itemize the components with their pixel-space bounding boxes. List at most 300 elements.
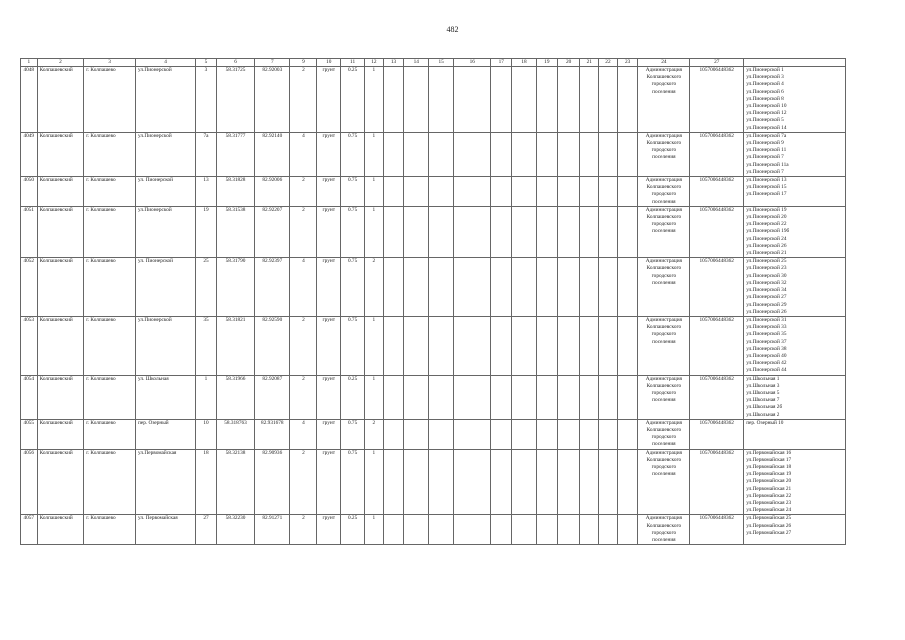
address-line: ул.Пионерской 14 bbox=[746, 124, 787, 131]
house-cell: 18 bbox=[196, 449, 217, 515]
ogrn-cell: 1057006448362 bbox=[690, 177, 744, 207]
district-cell: Колпашевский bbox=[37, 515, 84, 545]
empty-cell bbox=[599, 419, 618, 449]
empty-cell bbox=[429, 316, 454, 375]
surface-cell: грунт bbox=[317, 132, 341, 176]
empty-cell bbox=[599, 316, 618, 375]
owner-line: Колпашевского bbox=[646, 426, 682, 433]
empty-cell bbox=[512, 449, 537, 515]
address-line: ул.Пионерской 3 bbox=[746, 74, 784, 81]
served-addresses-cell bbox=[744, 449, 846, 515]
city-cell: г. Колпашево bbox=[84, 258, 136, 317]
address-line: ул.Пионерской 8 bbox=[746, 95, 784, 102]
house-cell: 35 bbox=[196, 316, 217, 375]
empty-cell bbox=[580, 67, 599, 133]
empty-cell bbox=[557, 419, 580, 449]
address-line: ул.Первомайская 21 bbox=[746, 485, 792, 492]
empty-cell bbox=[580, 206, 599, 257]
empty-cell bbox=[454, 449, 491, 515]
column-number: 20 bbox=[557, 59, 580, 67]
address-line: ул.Первомайская 25 bbox=[746, 515, 792, 522]
address-line: ул.Школьная 3 bbox=[746, 382, 780, 389]
empty-cell bbox=[383, 206, 404, 257]
longitude-cell: 82.90936 bbox=[255, 449, 290, 515]
address-line: ул.Первомайская 23 bbox=[746, 499, 792, 506]
owner-line: поселения bbox=[652, 88, 676, 95]
empty-cell bbox=[404, 132, 429, 176]
surface-cell: грунт bbox=[317, 316, 341, 375]
owner-line: Колпашевского bbox=[646, 140, 682, 147]
house-cell: 25 bbox=[196, 258, 217, 317]
empty-cell bbox=[557, 177, 580, 207]
surface-cell: грунт bbox=[317, 206, 341, 257]
empty-cell bbox=[536, 515, 557, 545]
capacity-cell: 4 bbox=[290, 419, 317, 449]
empty-cell bbox=[491, 177, 512, 207]
empty-cell bbox=[599, 67, 618, 133]
owner-line: Колпашевского bbox=[646, 265, 682, 272]
longitude-cell: 82.91271 bbox=[255, 515, 290, 545]
empty-cell bbox=[617, 132, 638, 176]
empty-cell bbox=[557, 375, 580, 419]
longitude-cell: 82.92003 bbox=[255, 67, 290, 133]
empty-cell bbox=[383, 449, 404, 515]
address-line: ул.Первомайская 22 bbox=[746, 492, 792, 499]
column-number: 10 bbox=[317, 59, 341, 67]
empty-cell bbox=[429, 419, 454, 449]
capacity-cell: 2 bbox=[290, 177, 317, 207]
address-line: ул.Пионерской 9 bbox=[746, 140, 784, 147]
container-count-cell: 2 bbox=[365, 258, 384, 317]
address-line: ул.Пионерской 5 bbox=[746, 117, 784, 124]
column-number: 3 bbox=[84, 59, 136, 67]
empty-cell bbox=[580, 316, 599, 375]
address-line: ул.Школьная 2 bbox=[746, 411, 780, 418]
owner-cell bbox=[638, 316, 690, 375]
owner-line: поселения bbox=[652, 471, 676, 478]
empty-cell bbox=[617, 375, 638, 419]
area-cell: 0.25 bbox=[341, 515, 365, 545]
empty-cell bbox=[491, 258, 512, 317]
column-number: 12 bbox=[365, 59, 384, 67]
owner-line: городского bbox=[651, 147, 677, 154]
empty-cell bbox=[404, 206, 429, 257]
empty-cell bbox=[557, 132, 580, 176]
served-addresses-cell bbox=[744, 177, 846, 207]
row-number: 4056 bbox=[21, 449, 38, 515]
latitude-cell: 58.32138 bbox=[216, 449, 254, 515]
served-addresses-cell bbox=[744, 206, 846, 257]
city-cell: г. Колпашево bbox=[84, 206, 136, 257]
empty-cell bbox=[429, 515, 454, 545]
address-line: ул.Пионерской 11 bbox=[746, 147, 787, 154]
empty-cell bbox=[454, 375, 491, 419]
area-cell: 0.25 bbox=[341, 375, 365, 419]
served-addresses-cell bbox=[744, 419, 846, 449]
capacity-cell: 2 bbox=[290, 67, 317, 133]
area-cell: 0.75 bbox=[341, 258, 365, 317]
address-line: ул.Первомайская 17 bbox=[746, 456, 792, 463]
empty-cell bbox=[512, 419, 537, 449]
empty-cell bbox=[557, 515, 580, 545]
empty-cell bbox=[429, 449, 454, 515]
city-cell: г. Колпашево bbox=[84, 419, 136, 449]
address-line: ул.Пионерской 44 bbox=[746, 367, 787, 374]
ogrn-cell: 1057006448362 bbox=[690, 419, 744, 449]
address-line: ул.Пионерской 38 bbox=[746, 345, 787, 352]
empty-cell bbox=[491, 316, 512, 375]
empty-cell bbox=[580, 177, 599, 207]
address-line: ул.Пионерской 40 bbox=[746, 352, 787, 359]
owner-line: Администрация bbox=[645, 177, 682, 184]
empty-cell bbox=[536, 206, 557, 257]
table-row bbox=[21, 258, 846, 317]
empty-cell bbox=[617, 206, 638, 257]
ogrn-cell: 1057006448362 bbox=[690, 206, 744, 257]
empty-cell bbox=[491, 449, 512, 515]
table-row bbox=[21, 316, 846, 375]
row-number: 4057 bbox=[21, 515, 38, 545]
owner-line: Администрация bbox=[645, 375, 682, 382]
empty-cell bbox=[580, 515, 599, 545]
surface-cell: грунт bbox=[317, 419, 341, 449]
owner-line: поселения bbox=[652, 154, 676, 161]
district-cell: Колпашевский bbox=[37, 67, 84, 133]
owner-line: Колпашевского bbox=[646, 184, 682, 191]
column-number: 4 bbox=[136, 59, 196, 67]
capacity-cell: 2 bbox=[290, 206, 317, 257]
surface-cell: грунт bbox=[317, 258, 341, 317]
district-cell: Колпашевский bbox=[37, 132, 84, 176]
city-cell: г. Колпашево bbox=[84, 449, 136, 515]
empty-cell bbox=[557, 206, 580, 257]
column-number: 14 bbox=[404, 59, 429, 67]
container-count-cell: 1 bbox=[365, 67, 384, 133]
district-cell: Колпашевский bbox=[37, 449, 84, 515]
row-number: 4051 bbox=[21, 206, 38, 257]
registry-table bbox=[20, 58, 846, 545]
empty-cell bbox=[512, 132, 537, 176]
owner-line: городского bbox=[651, 331, 677, 338]
street-cell: пер. Озерный bbox=[136, 419, 196, 449]
column-number-empty bbox=[744, 59, 846, 67]
address-line: ул.Пионерской 13 bbox=[746, 177, 787, 184]
house-cell: 19 bbox=[196, 206, 217, 257]
column-number: 5 bbox=[196, 59, 217, 67]
column-number: 15 bbox=[429, 59, 454, 67]
area-cell: 0.75 bbox=[341, 316, 365, 375]
empty-cell bbox=[429, 132, 454, 176]
address-line: ул.Пионерской 19б bbox=[746, 228, 790, 235]
street-cell: ул.Пионерской bbox=[136, 132, 196, 176]
empty-cell bbox=[617, 258, 638, 317]
empty-cell bbox=[429, 67, 454, 133]
address-line: ул.Пионерской 24 bbox=[746, 235, 787, 242]
address-line: ул.Первомайская 20 bbox=[746, 478, 792, 485]
column-number: 6 bbox=[216, 59, 254, 67]
empty-cell bbox=[599, 206, 618, 257]
address-line: ул.Пионерской 26 bbox=[746, 242, 787, 249]
address-line: ул.Школьная 7 bbox=[746, 397, 780, 404]
address-line: ул.Пионерской 6 bbox=[746, 88, 784, 95]
empty-cell bbox=[599, 449, 618, 515]
empty-cell bbox=[491, 515, 512, 545]
empty-cell bbox=[512, 375, 537, 419]
empty-cell bbox=[580, 258, 599, 317]
column-number: 22 bbox=[599, 59, 618, 67]
empty-cell bbox=[536, 316, 557, 375]
owner-line: городского bbox=[651, 434, 677, 441]
table-row bbox=[21, 206, 846, 257]
address-line: ул.Пионерской 27 bbox=[746, 294, 787, 301]
address-line: ул.Пионерской 12 bbox=[746, 110, 787, 117]
district-cell: Колпашевский bbox=[37, 375, 84, 419]
area-cell: 0.75 bbox=[341, 132, 365, 176]
capacity-cell: 2 bbox=[290, 515, 317, 545]
house-cell: 7а bbox=[196, 132, 217, 176]
city-cell: г. Колпашево bbox=[84, 132, 136, 176]
street-cell: ул.Пионерской bbox=[136, 67, 196, 133]
container-count-cell: 1 bbox=[365, 375, 384, 419]
address-line: ул.Школьная 2б bbox=[746, 404, 783, 411]
empty-cell bbox=[383, 316, 404, 375]
ogrn-cell: 1057006448362 bbox=[690, 132, 744, 176]
empty-cell bbox=[491, 206, 512, 257]
owner-line: Администрация bbox=[645, 419, 682, 426]
house-cell: 13 bbox=[196, 177, 217, 207]
street-cell: ул.Пионерской bbox=[136, 206, 196, 257]
empty-cell bbox=[491, 375, 512, 419]
served-addresses-cell bbox=[744, 316, 846, 375]
empty-cell bbox=[383, 515, 404, 545]
owner-line: городского bbox=[651, 463, 677, 470]
street-cell: ул. Школьная bbox=[136, 375, 196, 419]
district-cell: Колпашевский bbox=[37, 258, 84, 317]
address-line: ул.Пионерской 15 bbox=[746, 184, 787, 191]
empty-cell bbox=[617, 515, 638, 545]
address-line: ул.Пионерской 30 bbox=[746, 272, 787, 279]
empty-cell bbox=[404, 515, 429, 545]
table-row bbox=[21, 515, 846, 545]
address-line: ул.Пионерской 25 bbox=[746, 258, 787, 265]
latitude-cell: 58.31966 bbox=[216, 375, 254, 419]
owner-line: городского bbox=[651, 191, 677, 198]
served-addresses-cell bbox=[744, 132, 846, 176]
empty-cell bbox=[454, 206, 491, 257]
ogrn-cell: 1057006448362 bbox=[690, 515, 744, 545]
latitude-cell: 58.31538 bbox=[216, 206, 254, 257]
owner-line: Администрация bbox=[645, 132, 682, 139]
city-cell: г. Колпашево bbox=[84, 375, 136, 419]
address-line: ул.Пионерской 33 bbox=[746, 324, 787, 331]
empty-cell bbox=[429, 206, 454, 257]
empty-cell bbox=[429, 375, 454, 419]
row-number: 4053 bbox=[21, 316, 38, 375]
city-cell: г. Колпашево bbox=[84, 515, 136, 545]
address-line: ул.Школьная 1 bbox=[746, 375, 780, 382]
row-number: 4054 bbox=[21, 375, 38, 419]
owner-line: Колпашевского bbox=[646, 522, 682, 529]
empty-cell bbox=[454, 419, 491, 449]
address-line: ул.Пионерской 7 bbox=[746, 168, 784, 175]
address-line: ул.Пионерской 10 bbox=[746, 103, 787, 110]
owner-line: Колпашевского bbox=[646, 382, 682, 389]
table-row bbox=[21, 67, 846, 133]
owner-line: городского bbox=[651, 221, 677, 228]
owner-line: Администрация bbox=[645, 449, 682, 456]
house-cell: 1 bbox=[196, 375, 217, 419]
column-number-header bbox=[21, 59, 846, 67]
address-line: ул.Пионерской 29 bbox=[746, 301, 787, 308]
address-line: ул.Пионерской 37 bbox=[746, 338, 787, 345]
empty-cell bbox=[383, 375, 404, 419]
empty-cell bbox=[404, 449, 429, 515]
container-count-cell: 1 bbox=[365, 449, 384, 515]
container-count-cell: 1 bbox=[365, 177, 384, 207]
owner-line: Колпашевского bbox=[646, 74, 682, 81]
row-number: 4052 bbox=[21, 258, 38, 317]
street-cell: ул.Первомайская bbox=[136, 449, 196, 515]
empty-cell bbox=[557, 316, 580, 375]
owner-line: городского bbox=[651, 81, 677, 88]
owner-line: городского bbox=[651, 272, 677, 279]
surface-cell: грунт bbox=[317, 375, 341, 419]
table-row bbox=[21, 177, 846, 207]
row-number: 4048 bbox=[21, 67, 38, 133]
address-line: ул.Пионерской 35 bbox=[746, 331, 787, 338]
capacity-cell: 4 bbox=[290, 132, 317, 176]
empty-cell bbox=[404, 67, 429, 133]
capacity-cell: 2 bbox=[290, 375, 317, 419]
empty-cell bbox=[580, 449, 599, 515]
latitude-cell: 58.31725 bbox=[216, 67, 254, 133]
district-cell: Колпашевский bbox=[37, 419, 84, 449]
row-number: 4055 bbox=[21, 419, 38, 449]
longitude-cell: 82.92590 bbox=[255, 316, 290, 375]
column-number: 21 bbox=[580, 59, 599, 67]
empty-cell bbox=[512, 67, 537, 133]
longitude-cell: 82.931678 bbox=[255, 419, 290, 449]
address-line: ул.Пионерской 34 bbox=[746, 287, 787, 294]
latitude-cell: 58.318763 bbox=[216, 419, 254, 449]
address-line: ул.Пионерской 7 bbox=[746, 154, 784, 161]
empty-cell bbox=[536, 375, 557, 419]
owner-line: Администрация bbox=[645, 206, 682, 213]
owner-cell bbox=[638, 449, 690, 515]
empty-cell bbox=[512, 515, 537, 545]
empty-cell bbox=[454, 258, 491, 317]
owner-cell bbox=[638, 177, 690, 207]
empty-cell bbox=[599, 132, 618, 176]
empty-cell bbox=[617, 67, 638, 133]
city-cell: г. Колпашево bbox=[84, 67, 136, 133]
empty-cell bbox=[404, 177, 429, 207]
owner-line: Администрация bbox=[645, 316, 682, 323]
empty-cell bbox=[557, 258, 580, 317]
owner-line: поселения bbox=[652, 441, 676, 448]
address-line: ул.Пионерской 11а bbox=[746, 161, 789, 168]
page-number: 482 bbox=[446, 25, 459, 34]
owner-line: поселения bbox=[652, 228, 676, 235]
capacity-cell: 2 bbox=[290, 316, 317, 375]
longitude-cell: 82.92397 bbox=[255, 258, 290, 317]
ogrn-cell: 1057006448362 bbox=[690, 258, 744, 317]
address-line: ул.Пионерской 32 bbox=[746, 279, 787, 286]
address-line: пер. Озерный 10 bbox=[746, 419, 784, 426]
address-line: ул.Пионерской 21 bbox=[746, 250, 787, 257]
ogrn-cell: 1057006448362 bbox=[690, 449, 744, 515]
street-cell: ул. Первомайская bbox=[136, 515, 196, 545]
address-line: ул.Первомайская 27 bbox=[746, 529, 792, 536]
container-count-cell: 1 bbox=[365, 206, 384, 257]
table-row bbox=[21, 375, 846, 419]
empty-cell bbox=[599, 258, 618, 317]
empty-cell bbox=[491, 132, 512, 176]
container-count-cell: 1 bbox=[365, 316, 384, 375]
area-cell: 0.75 bbox=[341, 177, 365, 207]
served-addresses-cell bbox=[744, 375, 846, 419]
owner-line: Администрация bbox=[645, 515, 682, 522]
owner-cell bbox=[638, 132, 690, 176]
address-line: ул.Первомайская 19 bbox=[746, 471, 792, 478]
column-number: 19 bbox=[536, 59, 557, 67]
empty-cell bbox=[557, 67, 580, 133]
owner-cell bbox=[638, 515, 690, 545]
empty-cell bbox=[617, 419, 638, 449]
address-line: ул.Пионерской 26 bbox=[746, 308, 787, 315]
empty-cell bbox=[536, 449, 557, 515]
column-number: 18 bbox=[512, 59, 537, 67]
address-line: ул.Пионерской 31 bbox=[746, 316, 787, 323]
empty-cell bbox=[404, 316, 429, 375]
table-row bbox=[21, 419, 846, 449]
capacity-cell: 4 bbox=[290, 258, 317, 317]
owner-cell bbox=[638, 67, 690, 133]
owner-line: Колпашевского bbox=[646, 456, 682, 463]
house-cell: 27 bbox=[196, 515, 217, 545]
owner-line: Колпашевского bbox=[646, 214, 682, 221]
address-line: ул.Пионерской 17 bbox=[746, 191, 787, 198]
row-number: 4050 bbox=[21, 177, 38, 207]
surface-cell: грунт bbox=[317, 67, 341, 133]
surface-cell: грунт bbox=[317, 177, 341, 207]
house-cell: 3 bbox=[196, 67, 217, 133]
empty-cell bbox=[429, 177, 454, 207]
empty-cell bbox=[599, 515, 618, 545]
container-count-cell: 1 bbox=[365, 515, 384, 545]
empty-cell bbox=[512, 177, 537, 207]
latitude-cell: 58.31777 bbox=[216, 132, 254, 176]
city-cell: г. Колпашево bbox=[84, 316, 136, 375]
address-line: ул.Пионерской 23 bbox=[746, 265, 787, 272]
surface-cell: грунт bbox=[317, 515, 341, 545]
table-row bbox=[21, 132, 846, 176]
surface-cell: грунт bbox=[317, 449, 341, 515]
empty-cell bbox=[383, 419, 404, 449]
street-cell: ул. Пионерской bbox=[136, 177, 196, 207]
area-cell: 0.25 bbox=[341, 67, 365, 133]
empty-cell bbox=[617, 177, 638, 207]
column-number: 1 bbox=[21, 59, 38, 67]
address-line: ул.Первомайская 24 bbox=[746, 507, 792, 514]
empty-cell bbox=[491, 67, 512, 133]
latitude-cell: 58.31821 bbox=[216, 316, 254, 375]
owner-cell bbox=[638, 375, 690, 419]
column-number: 2 bbox=[37, 59, 84, 67]
column-number: 11 bbox=[341, 59, 365, 67]
address-line: ул.Первомайская 18 bbox=[746, 463, 792, 470]
empty-cell bbox=[512, 206, 537, 257]
